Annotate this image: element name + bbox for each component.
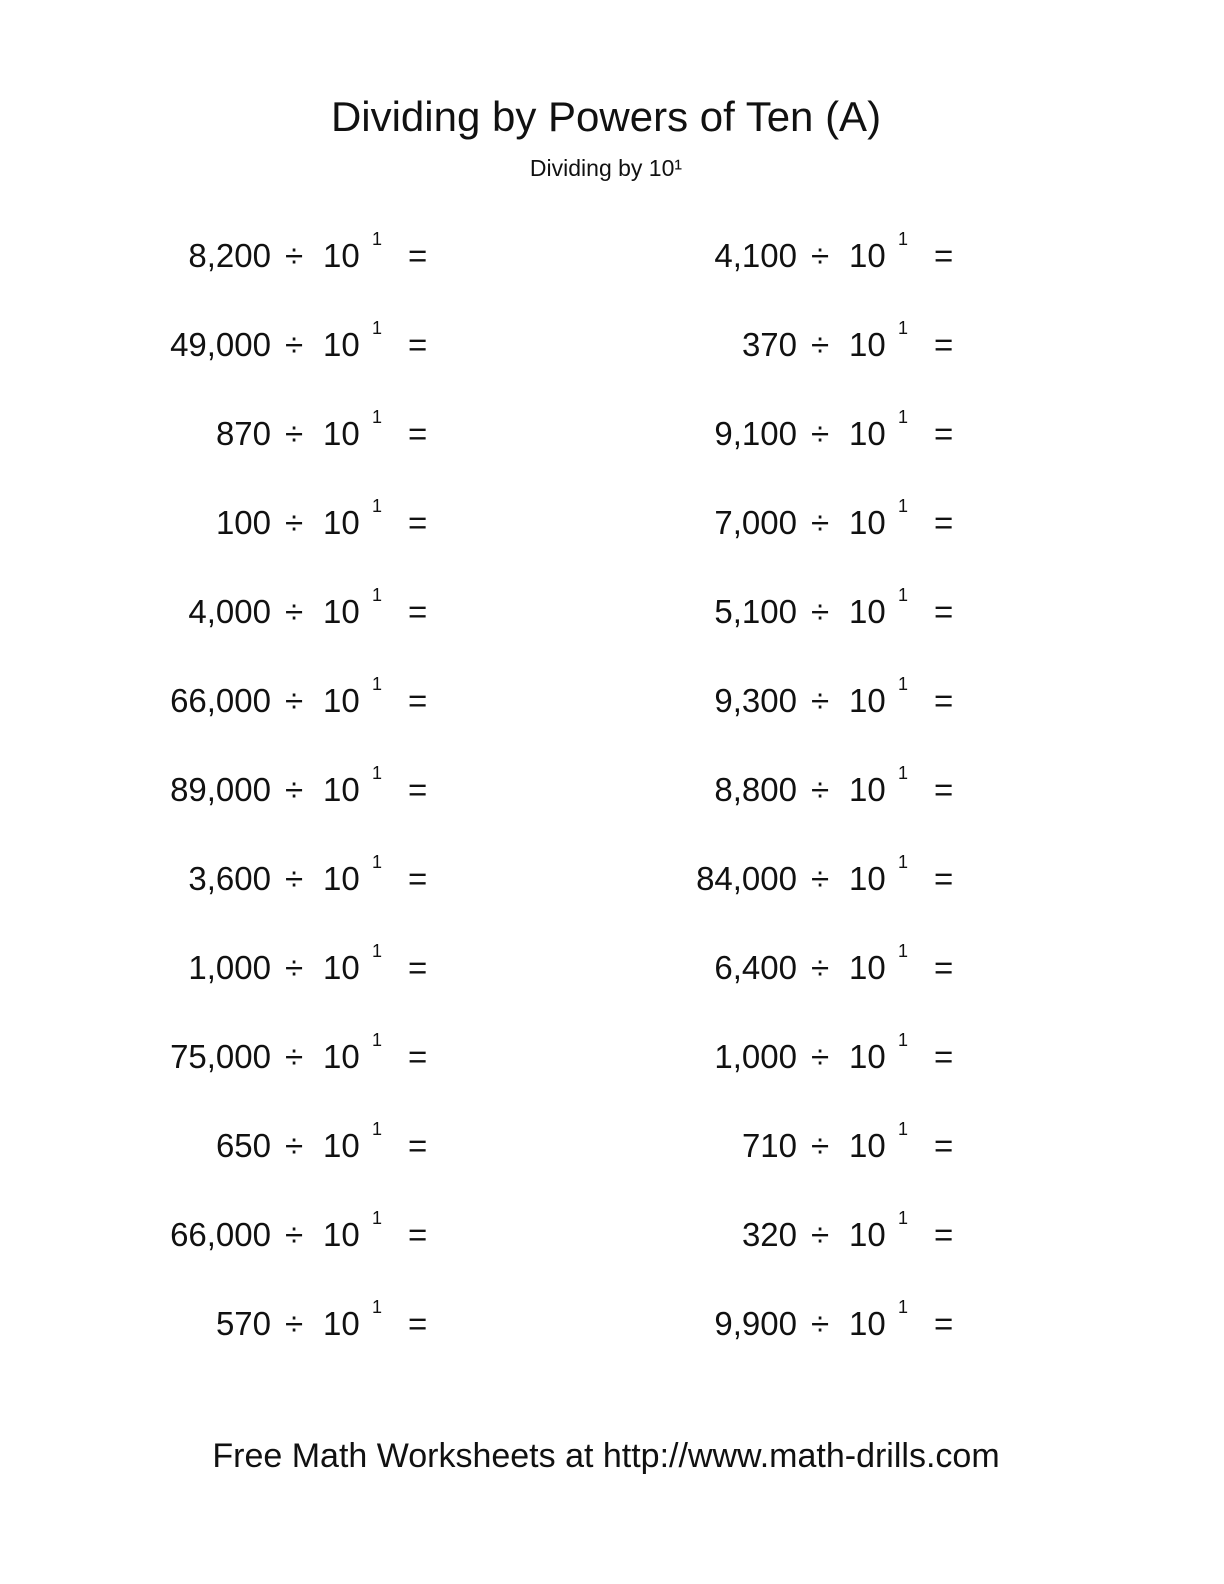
division-sign: ÷ bbox=[811, 415, 830, 452]
dividend: 370 bbox=[741, 326, 797, 363]
division-sign: ÷ bbox=[285, 504, 304, 541]
divisor-base: 10 bbox=[849, 860, 886, 897]
divisor-base: 10 bbox=[849, 1216, 886, 1253]
dividend: 75,000 bbox=[170, 1038, 271, 1075]
dividend: 570 bbox=[215, 1305, 271, 1342]
dividend: 4,000 bbox=[188, 593, 271, 630]
footer-credit: Free Math Worksheets at http://www.math-drills.com bbox=[212, 1437, 1000, 1475]
equals-sign: = bbox=[408, 1038, 428, 1075]
divisor-base: 10 bbox=[849, 593, 886, 630]
dividend: 84,000 bbox=[696, 860, 797, 897]
equals-sign: = bbox=[934, 1216, 954, 1253]
equals-sign: = bbox=[408, 504, 428, 541]
divisor-exponent: 1 bbox=[898, 229, 909, 249]
divisor-exponent: 1 bbox=[372, 1297, 383, 1317]
divisor-base: 10 bbox=[849, 949, 886, 986]
division-sign: ÷ bbox=[285, 1038, 304, 1075]
equals-sign: = bbox=[408, 1127, 428, 1164]
dividend: 710 bbox=[741, 1127, 797, 1164]
divisor-exponent: 1 bbox=[898, 941, 909, 961]
equals-sign: = bbox=[934, 682, 954, 719]
dividend: 870 bbox=[215, 415, 271, 452]
divisor-exponent: 1 bbox=[372, 229, 383, 249]
equals-sign: = bbox=[934, 326, 954, 363]
division-sign: ÷ bbox=[285, 949, 304, 986]
divisor-base: 10 bbox=[323, 415, 360, 452]
equals-sign: = bbox=[408, 949, 428, 986]
dividend: 320 bbox=[741, 1216, 797, 1253]
divisor-base: 10 bbox=[849, 1038, 886, 1075]
divisor-exponent: 1 bbox=[372, 318, 383, 338]
equals-sign: = bbox=[934, 1038, 954, 1075]
divisor-exponent: 1 bbox=[372, 1119, 383, 1139]
divisor-base: 10 bbox=[323, 326, 360, 363]
division-sign: ÷ bbox=[811, 771, 830, 808]
division-sign: ÷ bbox=[811, 504, 830, 541]
divisor-exponent: 1 bbox=[898, 763, 909, 783]
divisor-exponent: 1 bbox=[898, 1208, 909, 1228]
divisor-base: 10 bbox=[323, 1305, 360, 1342]
equals-sign: = bbox=[408, 1216, 428, 1253]
divisor-base: 10 bbox=[849, 415, 886, 452]
dividend: 1,000 bbox=[714, 1038, 797, 1075]
equals-sign: = bbox=[934, 1305, 954, 1342]
divisor-exponent: 1 bbox=[372, 585, 383, 605]
dividend: 49,000 bbox=[170, 326, 271, 363]
equals-sign: = bbox=[408, 415, 428, 452]
equals-sign: = bbox=[934, 1127, 954, 1164]
division-sign: ÷ bbox=[811, 949, 830, 986]
division-sign: ÷ bbox=[285, 771, 304, 808]
dividend: 3,600 bbox=[188, 860, 271, 897]
division-sign: ÷ bbox=[811, 326, 830, 363]
division-sign: ÷ bbox=[811, 682, 830, 719]
dividend: 66,000 bbox=[170, 1216, 271, 1253]
divisor-exponent: 1 bbox=[372, 674, 383, 694]
division-sign: ÷ bbox=[811, 860, 830, 897]
divisor-exponent: 1 bbox=[898, 585, 909, 605]
equals-sign: = bbox=[408, 771, 428, 808]
division-sign: ÷ bbox=[285, 326, 304, 363]
equals-sign: = bbox=[408, 1305, 428, 1342]
division-sign: ÷ bbox=[285, 860, 304, 897]
divisor-base: 10 bbox=[323, 504, 360, 541]
division-sign: ÷ bbox=[811, 1305, 830, 1342]
divisor-base: 10 bbox=[323, 949, 360, 986]
divisor-exponent: 1 bbox=[372, 1208, 383, 1228]
equals-sign: = bbox=[934, 860, 954, 897]
divisor-base: 10 bbox=[849, 771, 886, 808]
dividend: 1,000 bbox=[188, 949, 271, 986]
division-sign: ÷ bbox=[811, 1216, 830, 1253]
dividend: 4,100 bbox=[714, 237, 797, 274]
dividend: 89,000 bbox=[170, 771, 271, 808]
divisor-exponent: 1 bbox=[372, 1030, 383, 1050]
divisor-exponent: 1 bbox=[898, 1119, 909, 1139]
equals-sign: = bbox=[934, 504, 954, 541]
equals-sign: = bbox=[934, 771, 954, 808]
divisor-exponent: 1 bbox=[372, 496, 383, 516]
division-sign: ÷ bbox=[285, 593, 304, 630]
divisor-base: 10 bbox=[323, 1216, 360, 1253]
equals-sign: = bbox=[408, 326, 428, 363]
division-sign: ÷ bbox=[285, 682, 304, 719]
division-sign: ÷ bbox=[811, 593, 830, 630]
dividend: 7,000 bbox=[714, 504, 797, 541]
worksheet-title: Dividing by Powers of Ten (A) bbox=[330, 93, 882, 140]
divisor-exponent: 1 bbox=[372, 763, 383, 783]
divisor-exponent: 1 bbox=[898, 1030, 909, 1050]
equals-sign: = bbox=[408, 860, 428, 897]
division-sign: ÷ bbox=[285, 1305, 304, 1342]
dividend: 6,400 bbox=[714, 949, 797, 986]
divisor-base: 10 bbox=[849, 504, 886, 541]
divisor-base: 10 bbox=[323, 237, 360, 274]
equals-sign: = bbox=[934, 593, 954, 630]
dividend: 650 bbox=[215, 1127, 271, 1164]
division-sign: ÷ bbox=[285, 1127, 304, 1164]
divisor-exponent: 1 bbox=[898, 674, 909, 694]
division-sign: ÷ bbox=[811, 1127, 830, 1164]
dividend: 8,200 bbox=[188, 237, 271, 274]
dividend: 9,300 bbox=[714, 682, 797, 719]
dividend: 9,100 bbox=[714, 415, 797, 452]
equals-sign: = bbox=[934, 237, 954, 274]
divisor-exponent: 1 bbox=[372, 407, 383, 427]
divisor-exponent: 1 bbox=[372, 852, 383, 872]
division-sign: ÷ bbox=[811, 1038, 830, 1075]
divisor-base: 10 bbox=[849, 1127, 886, 1164]
division-sign: ÷ bbox=[285, 1216, 304, 1253]
divisor-base: 10 bbox=[323, 1038, 360, 1075]
division-sign: ÷ bbox=[285, 415, 304, 452]
divisor-base: 10 bbox=[849, 682, 886, 719]
divisor-base: 10 bbox=[323, 593, 360, 630]
dividend: 66,000 bbox=[170, 682, 271, 719]
divisor-exponent: 1 bbox=[898, 1297, 909, 1317]
dividend: 9,900 bbox=[714, 1305, 797, 1342]
divisor-base: 10 bbox=[323, 682, 360, 719]
worksheet-subtitle: Dividing by 10¹ bbox=[529, 155, 683, 181]
divisor-exponent: 1 bbox=[372, 941, 383, 961]
dividend: 8,800 bbox=[714, 771, 797, 808]
equals-sign: = bbox=[934, 949, 954, 986]
divisor-base: 10 bbox=[849, 237, 886, 274]
equals-sign: = bbox=[408, 237, 428, 274]
equals-sign: = bbox=[408, 593, 428, 630]
divisor-exponent: 1 bbox=[898, 407, 909, 427]
divisor-exponent: 1 bbox=[898, 496, 909, 516]
division-sign: ÷ bbox=[811, 237, 830, 274]
equals-sign: = bbox=[934, 415, 954, 452]
division-sign: ÷ bbox=[285, 237, 304, 274]
divisor-exponent: 1 bbox=[898, 852, 909, 872]
divisor-base: 10 bbox=[849, 326, 886, 363]
divisor-base: 10 bbox=[323, 1127, 360, 1164]
dividend: 5,100 bbox=[714, 593, 797, 630]
divisor-base: 10 bbox=[323, 771, 360, 808]
divisor-exponent: 1 bbox=[898, 318, 909, 338]
divisor-base: 10 bbox=[323, 860, 360, 897]
divisor-base: 10 bbox=[849, 1305, 886, 1342]
equals-sign: = bbox=[408, 682, 428, 719]
dividend: 100 bbox=[215, 504, 271, 541]
